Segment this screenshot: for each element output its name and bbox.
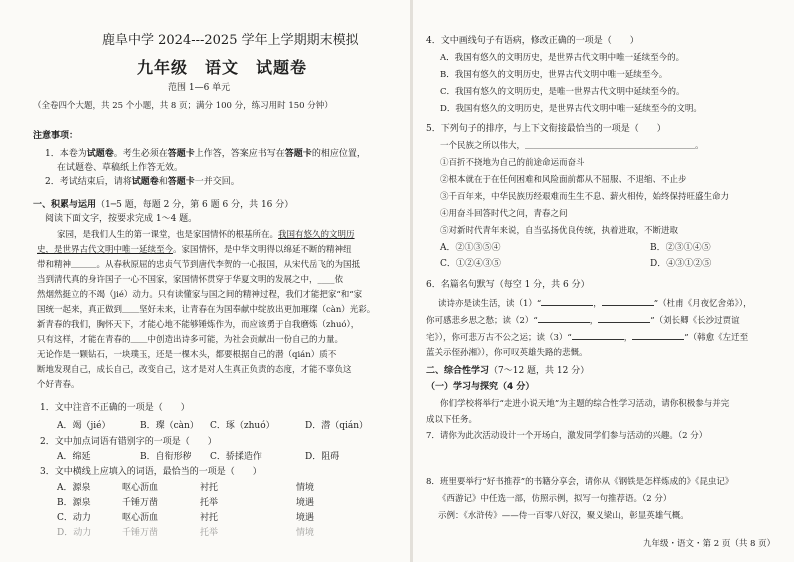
q3-cell: 情境 [296,528,315,538]
q3-cell: D．动力 [57,528,92,538]
section2-intro-1: 你们学校将举行“走进小说天地”为主题的综合性学习活动，请你积极参与并完 [440,399,730,409]
q5-sentence-1: ①百折不挠地为自己的前途命运而奋斗 [440,158,585,168]
q3-cell: 境遇 [296,498,315,508]
passage-line-7: 新青春的我们，胸怀天下，才能心地不能够锤炼作为，而应该勇于自我磨炼（zhuó）， [37,320,360,330]
answer-blank[interactable] [632,330,684,340]
q1-option-a: A．竭（jié） [57,421,111,431]
q5-option-c: C．①②④③⑤ [440,259,501,269]
q5-option-b: B．②③①④⑤ [650,243,711,253]
q5-option-a: A．②①③⑤④ [440,243,501,253]
q3-cell: 托举 [200,498,219,508]
exam-scope: 范围 1—6 单元 [168,83,231,93]
section1-heading: 一、积累与运用（1─5 题，每题 2 分，第 6 题 6 分，共 16 分） [33,200,294,210]
q3-cell: 呕心沥血 [122,483,159,493]
section2-sub-heading: （一）学习与探究（4 分） [426,382,535,392]
q5-sentence-2: ②根本就在于在任何困难和风险面前都从不屈服、不退缩、不止步 [440,175,687,185]
q2-option-d: D．阻碍 [305,452,340,462]
q2-option-b: B．自衔形秽 [140,452,192,462]
passage-line-2: 史，是世界古代文明中唯一延续至今。家国情怀，是中华文明得以绵延不断的精神纽 [37,245,352,255]
passage-line-5: 然烟然挺立的不竭（jié）动力。只有读懂家与国之间的精神过程，我们才能把家“和“家 [37,290,363,300]
q4-option-a: A．我国有悠久的文明历史，是世界古代文明中唯一延续至今的。 [440,53,685,63]
q6-stem: 6．名篇名句默写（每空 1 分，共 6 分） [426,280,590,290]
q4-option-b: B．我国有悠久的文明历史，世界古代文明中唯一延续至今。 [440,70,668,80]
q1-stem: 1．文中注音不正确的一项是（ ） [40,403,190,413]
answer-blank[interactable] [541,296,593,306]
passage-line-6: 国统一起来，真正做到＿＿坚好未来，让青春在为国奉献中绽放出更加璀璨（càn）光彩。 [37,305,376,315]
q4-stem: 4．文中画线句子有语病，修改正确的一项是（ ） [426,36,639,46]
section2-heading: 二、综合性学习（7～12 题，共 12 分） [426,366,590,376]
exam-info: （全卷四个大题，共 25 个小题，共 8 页；满分 100 分，练习用时 150 分钟） [33,101,333,111]
q8-stem-2: 《西游记》中任选一部，仿照示例，拟写一句推荐语。（2 分） [438,494,672,504]
q5-sentence-4: ④用奋斗回答时代之问，青春之问 [440,209,568,219]
q6-line-4: 蓝关示侄孙湘》），你可叹英雄失路的悲慨。 [426,348,588,358]
q5-stem: 5．下列句子的排序，与上下文衔接最恰当的一项是（ ） [426,124,666,134]
q3-cell: 衬托 [200,483,219,493]
passage-line-1: 家园，是我们人生的第一课堂，也是家国情怀的根基所在。我国有悠久的文明历 [57,230,355,240]
q8-stem-1: 8．班里要举行“好书推荐”的书籍分享会，请你从《钢铁是怎样炼成的》《昆虫记》 [426,477,734,487]
q2-option-a: A．绵延 [57,452,91,462]
exam-title: 鹿阜中学 2024---2025 学年上学期期末模拟 [102,33,359,48]
q1-option-c: C．琢（zhuó） [210,421,275,431]
q3-cell: 呕心沥血 [122,513,159,523]
q6-line-1: 读诗亦是读生活，读（1）“ ， ”（杜甫《月夜忆舍弟》）， [438,296,752,310]
notes-item-1: 1．本卷为试题卷。考生必须在答题卡上作答，答案应书写在答题卡的相应位置， [45,149,366,159]
answer-blank[interactable] [538,313,590,323]
answer-blank[interactable] [572,330,624,340]
q5-lead: 一个民族之所以伟大，＿＿＿＿＿＿＿＿＿＿＿＿＿＿＿＿＿＿＿＿。 [440,141,704,151]
q3-cell: B．源泉 [57,498,91,508]
passage-line-10: 断地发现自己，成长自己，改变自己，这才是对人生真正负责的态度，才能不辜负这 [37,365,352,375]
q5-option-d: D．④③①②⑤ [650,259,712,269]
page-gutter [410,0,413,562]
notes-item-1-cont: 在试题卷、草稿纸上作答无效。 [57,163,184,173]
notes-item-2: 2．考试结束后，请将试题卷和答题卡一并交回。 [45,177,240,187]
q3-cell: 境遇 [296,513,315,523]
passage-line-9: 无论作是一颗钻石，一块璞玉，还是一棵木头，都要根据自己的潜（qián）质不 [37,350,337,360]
passage-line-11: 个好青春。 [37,380,80,390]
q6-line-3: 宅》），你可悲万古不公之运；读（3）“ ， ”（韩愈《左迁至 [426,330,748,344]
passage-line-3: 带和精神＿＿＿。从春秋原屈的忠贞气节到唐代李贺的一心报国，从宋代岳飞的为国抵 [37,260,361,270]
q3-cell: 千锤万凿 [122,528,159,538]
q2-stem: 2．文中加点词语有错别字的一项是（ ） [40,437,217,447]
q3-cell: 情境 [296,483,315,493]
exam-subtitle: 九年级 语文 试题卷 [137,58,308,77]
q3-cell: 千锤万凿 [122,498,159,508]
page-footer: 九年级・语文・第 2 页（共 8 页） [643,539,776,549]
answer-blank[interactable] [598,313,650,323]
q1-option-d: D．潜（qián） [305,421,369,431]
q3-cell: C．动力 [57,513,91,523]
q5-sentence-5: ⑤对新时代青年来说，自当弘扬优良传统，执着进取，不断进取 [440,226,679,236]
q5-sentence-3: ③千百年来，中华民族历经艰难而生生不息、薪火相传，始终保持旺盛生命力 [440,192,730,202]
q1-option-b: B．璨（càn） [140,421,199,431]
section1-instruction: 阅读下面文字，按要求完成 1～4 题。 [45,214,198,224]
notes-heading: 注意事项： [33,131,79,141]
answer-blank[interactable] [602,296,654,306]
q3-cell: 托举 [200,528,219,538]
q7-stem: 7．请你为此次活动设计一个开场白，激发同学们参与活动的兴趣。（2 分） [426,431,708,441]
q4-option-d: D．我国有悠久的文明历史，是世界古代文明中唯一延续至今的文明。 [440,104,702,114]
passage-line-4: 当到清代真的身许国子一心不国家，家国情怀贯穿于华夏文明的发展之中，____依 [37,275,344,285]
q6-line-2: 你可感悲乡思之愁；读（2）“ ， ”（刘长卿《长沙过贾谊 [426,313,740,327]
q3-stem: 3．文中横线上应填入的词语，最恰当的一项是（ ） [40,467,262,477]
q3-cell: 衬托 [200,513,219,523]
section2-intro-2: 成以下任务。 [426,415,478,425]
q3-cell: A．源泉 [57,483,91,493]
q8-example: 示例：《水浒传》——侍一百零八好汉，聚义梁山，彰显英雄气概。 [438,511,689,521]
q2-option-c: C．骄揉造作 [210,452,262,462]
passage-line-8: 只有这样，才能在青春的＿＿中创造出诗多可能，为社会贡献出一份自己的力量。 [37,335,344,345]
q4-option-c: C．我国有悠久的文明历史，是唯一世界古代文明中延续至今的。 [440,87,685,97]
